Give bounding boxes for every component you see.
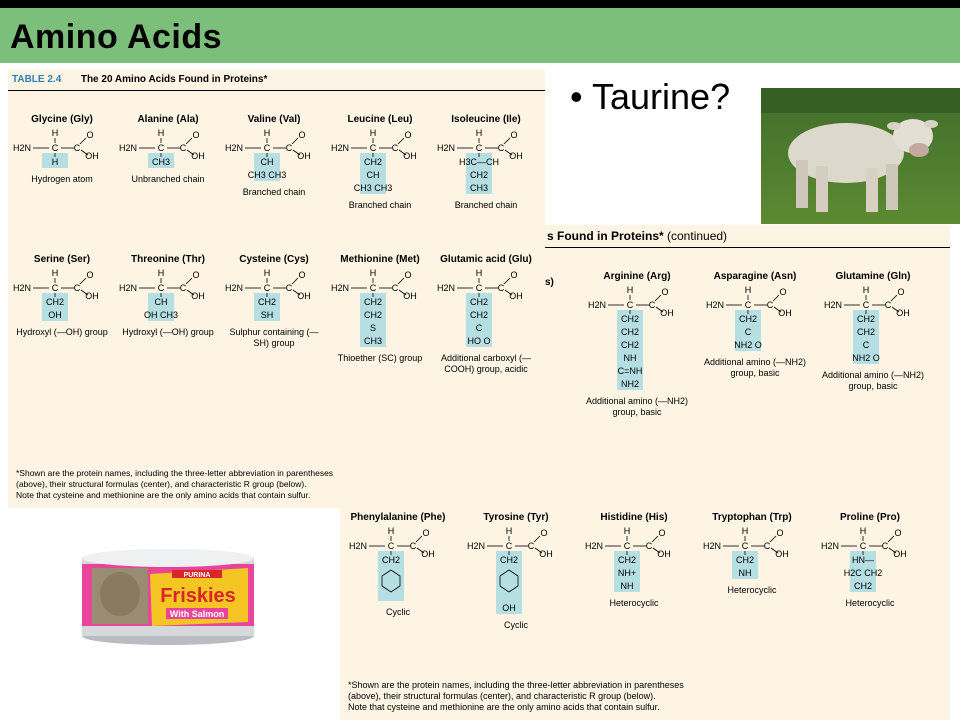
formula-text: CH2: [363, 297, 383, 307]
formula-text: H2N: [702, 541, 722, 551]
formula-text: NH: [738, 568, 752, 578]
formula-text: CH2: [853, 581, 873, 591]
formula-text: O: [897, 287, 905, 297]
formula-text: O: [779, 287, 787, 297]
amino-acid-name: Tyrosine (Tyr): [483, 512, 549, 523]
formula-text: H: [51, 157, 59, 167]
formula-text: CH2: [45, 297, 65, 307]
formula-text: O: [540, 528, 548, 538]
formula-text: C: [645, 541, 653, 551]
formula-text: H: [475, 128, 483, 138]
formula-text: H2N: [348, 541, 368, 551]
r-group-description: Heterocyclic: [845, 598, 895, 608]
amino-acid-entry: [818, 512, 922, 609]
formula-text: OH: [660, 308, 674, 318]
bond-line: [80, 278, 86, 284]
amino-acid-entry: [116, 114, 220, 185]
amino-table-right: [545, 225, 950, 508]
formula-text: OH CH3: [143, 310, 179, 320]
formula-text: C: [179, 143, 187, 153]
formula-text: HO O: [467, 336, 491, 346]
formula-text: C: [391, 143, 399, 153]
formula-text: H2N: [118, 283, 138, 293]
amino-acid-name: Tryptophan (Trp): [712, 512, 792, 523]
structural-formula: [466, 525, 566, 620]
amino-acid-entry: [10, 254, 114, 338]
formula-text: C: [157, 283, 165, 293]
formula-text: C: [497, 143, 505, 153]
bond-line: [416, 536, 422, 542]
formula-text: OH: [403, 151, 417, 161]
formula-text: OH: [421, 549, 435, 559]
bond-line: [80, 138, 86, 144]
bond-line: [773, 295, 779, 301]
formula-text: OH: [775, 549, 789, 559]
formula-text: CH: [366, 170, 380, 180]
formula-text: O: [510, 270, 518, 280]
formula-text: C: [391, 283, 399, 293]
formula-text: H: [862, 285, 870, 295]
formula-text: CH2: [469, 297, 489, 307]
structural-formula: [823, 284, 923, 370]
formula-text: C: [766, 300, 774, 310]
amino-acid-name: Threonine (Thr): [131, 254, 205, 265]
slide-title: Amino Acids: [10, 18, 223, 56]
bond-line: [655, 295, 661, 301]
bond-line: [398, 278, 404, 284]
formula-text: OH: [85, 291, 99, 301]
formula-text: H2C CH2: [843, 568, 883, 578]
formula-text: H2N: [224, 143, 244, 153]
formula-text: H2N: [820, 541, 840, 551]
structural-formula: [348, 525, 448, 607]
bullet-point: [570, 76, 730, 118]
formula-text: C=NH: [617, 366, 643, 376]
r-group-description: Cyclic: [386, 607, 410, 617]
r-group-description: Branched chain: [242, 187, 306, 197]
footnote-line: *Shown are the protein names, including the three-letter abbreviation in parentheses: [348, 680, 684, 690]
structural-formula: [436, 127, 536, 200]
r-group-description: Additional amino (—NH2) group, basic: [703, 357, 807, 378]
formula-text: S: [369, 323, 377, 333]
amino-acid-name: Arginine (Arg): [603, 271, 671, 282]
cat-food-can: [80, 546, 256, 646]
formula-text: OH: [191, 291, 205, 301]
formula-text: CH2: [381, 555, 401, 565]
r-group-description: Cyclic: [504, 620, 528, 630]
formula-text: OH: [48, 310, 62, 320]
formula-text: OH: [778, 308, 792, 318]
bond-line: [398, 138, 404, 144]
amino-acid-entry: [582, 512, 686, 609]
formula-text: OH: [85, 151, 99, 161]
amino-acid-name: Asparagine (Asn): [713, 271, 797, 282]
r-group-description: Unbranched chain: [131, 174, 205, 184]
r-group-description: Hydroxyl (—OH) group: [122, 327, 214, 337]
formula-text: C: [409, 541, 417, 551]
formula-text: C: [527, 541, 535, 551]
formula-text: H2N: [705, 300, 725, 310]
formula-text: C: [744, 300, 752, 310]
r-group-description: Hydroxyl (—OH) group: [16, 327, 108, 337]
formula-text: CH2: [363, 157, 383, 167]
formula-text: O: [894, 528, 902, 538]
formula-text: NH2 O: [852, 353, 880, 363]
formula-text: O: [86, 270, 94, 280]
formula-text: C: [51, 143, 59, 153]
structural-formula: [118, 267, 218, 327]
structural-formula: [224, 267, 324, 327]
amino-acid-name: Leucine (Leu): [347, 114, 413, 125]
formula-text: H: [157, 128, 165, 138]
table-right-suffix: (continued): [667, 229, 728, 243]
can-product: Friskies: [160, 585, 236, 607]
formula-text: OH: [502, 603, 516, 613]
formula-text: O: [510, 130, 518, 140]
structural-formula: [436, 267, 536, 353]
bullet-icon: •: [570, 76, 583, 117]
bond-line: [292, 138, 298, 144]
formula-text: H: [626, 285, 634, 295]
structural-formula: [224, 127, 324, 187]
formula-text: CH: [260, 157, 274, 167]
formula-text: C: [648, 300, 656, 310]
formula-text: H2N: [436, 143, 456, 153]
formula-text: O: [661, 287, 669, 297]
amino-acid-entry: [328, 114, 432, 211]
formula-text: H2N: [466, 541, 486, 551]
formula-text: H: [623, 526, 631, 536]
formula-text: C: [369, 143, 377, 153]
formula-text: CH2: [617, 555, 637, 565]
formula-text: H: [741, 526, 749, 536]
formula-text: OH: [403, 291, 417, 301]
formula-text: CH2: [738, 314, 758, 324]
formula-text: CH: [154, 297, 168, 307]
formula-text: C: [157, 143, 165, 153]
formula-text: C: [862, 340, 870, 350]
bond-line: [534, 536, 540, 542]
formula-text: NH2: [620, 379, 640, 389]
formula-text: C: [73, 283, 81, 293]
formula-text: C: [51, 283, 59, 293]
formula-text: C: [862, 300, 870, 310]
formula-text: CH2: [620, 340, 640, 350]
formula-text: OH: [539, 549, 553, 559]
table-right-header: [547, 229, 727, 243]
formula-text: CH3 CH3: [247, 170, 287, 180]
formula-text: O: [658, 528, 666, 538]
formula-text: H2N: [118, 143, 138, 153]
formula-text: C: [884, 300, 892, 310]
formula-text: H: [369, 128, 377, 138]
formula-text: H2N: [330, 283, 350, 293]
formula-text: CH3: [363, 336, 383, 346]
can-brand: PURINA: [183, 572, 211, 579]
formula-text: O: [192, 270, 200, 280]
amino-acid-entry: [464, 512, 568, 631]
formula-text: C: [263, 143, 271, 153]
r-group-description: Thioether (SC) group: [337, 353, 423, 363]
formula-text: C: [744, 327, 752, 337]
formula-text: C: [285, 143, 293, 153]
amino-table-bottom: [340, 508, 950, 720]
formula-text: C: [497, 283, 505, 293]
formula-text: H: [51, 128, 59, 138]
formula-text: OH: [896, 308, 910, 318]
formula-text: H: [505, 526, 513, 536]
formula-text: C: [623, 541, 631, 551]
amino-acid-entry: [346, 512, 450, 618]
structural-formula: [820, 525, 920, 598]
formula-text: H: [263, 268, 271, 278]
structural-formula: [330, 127, 430, 200]
formula-text: CH2: [856, 327, 876, 337]
formula-text: CH2: [620, 314, 640, 324]
amino-acid-entry: [434, 114, 538, 211]
structural-formula: [12, 127, 112, 174]
formula-text: CH2: [469, 310, 489, 320]
formula-text: C: [73, 143, 81, 153]
formula-text: H: [51, 268, 59, 278]
formula-text: O: [192, 130, 200, 140]
table-rule: [8, 90, 545, 91]
can-flavor: With Salmon: [169, 609, 225, 619]
structural-formula: [330, 267, 430, 353]
formula-text: SH: [260, 310, 274, 320]
amino-acid-name: Phenylalanine (Phe): [350, 512, 446, 523]
amino-acid-name: Isoleucine (Ile): [451, 114, 521, 125]
amino-acid-entry: [116, 254, 220, 338]
formula-text: H: [859, 526, 867, 536]
r-group-description: Hydrogen atom: [31, 174, 93, 184]
top-border: [0, 0, 960, 8]
formula-text: H2N: [436, 283, 456, 293]
formula-text: H2N: [584, 541, 604, 551]
bond-line: [186, 138, 192, 144]
amino-acid-entry: [222, 254, 326, 349]
formula-text: C: [263, 283, 271, 293]
structural-formula: [587, 284, 687, 396]
formula-text: OH: [509, 151, 523, 161]
formula-text: C: [626, 300, 634, 310]
formula-text: C: [859, 541, 867, 551]
bond-line: [891, 295, 897, 301]
amino-acid-entry: [821, 271, 925, 392]
formula-text: OH: [297, 291, 311, 301]
amino-acid-name: Glutamine (Gln): [835, 271, 911, 282]
r-group-description: Additional amino (—NH2) group, basic: [585, 396, 689, 417]
formula-text: C: [369, 283, 377, 293]
amino-acid-entry: [700, 512, 804, 596]
footnote-line: Note that cysteine and methionine are the only amino acids that contain sulfur.: [16, 490, 311, 500]
amino-acid-entry: [328, 254, 432, 364]
formula-text: O: [776, 528, 784, 538]
footnote-line: (above), their structural formulas (center), and characteristic R group (below).: [348, 691, 656, 701]
table-left-header: [12, 74, 267, 85]
footnote-line: (above), their structural formulas (center), and characteristic R group (below).: [16, 479, 307, 489]
formula-text: OH: [191, 151, 205, 161]
formula-text: H: [744, 285, 752, 295]
formula-text: H2N: [330, 143, 350, 153]
amino-acid-entry: [10, 114, 114, 185]
r-group-description: Additional carboxyl (—COOH) group, acidic: [440, 353, 532, 374]
formula-text: H2N: [587, 300, 607, 310]
table-bottom-footnote: [348, 680, 684, 713]
bullet-text: Taurine?: [592, 76, 731, 117]
formula-text: O: [298, 270, 306, 280]
formula-text: NH: [623, 353, 637, 363]
formula-text: H: [263, 128, 271, 138]
r-group-description: Branched chain: [454, 200, 518, 210]
formula-text: H2N: [12, 283, 32, 293]
formula-text: CH2: [469, 170, 489, 180]
table-right-title: s Found in Proteins*: [547, 229, 664, 243]
formula-text: CH3 CH3: [353, 183, 393, 193]
bond-line: [652, 536, 658, 542]
formula-text: C: [387, 541, 395, 551]
formula-text: C: [475, 283, 483, 293]
formula-text: NH+: [617, 568, 637, 578]
formula-text: C: [505, 541, 513, 551]
formula-text: NH: [620, 581, 634, 591]
formula-text: OH: [297, 151, 311, 161]
formula-text: O: [86, 130, 94, 140]
cow-photo: [761, 88, 960, 224]
formula-text: H2N: [224, 283, 244, 293]
title-bar: [0, 8, 960, 63]
bond-line: [888, 536, 894, 542]
table-left-footnote: [16, 468, 333, 501]
amino-acid-entry: [222, 114, 326, 198]
formula-text: HN—: [852, 555, 874, 565]
structural-formula: [702, 525, 802, 585]
formula-text: C: [741, 541, 749, 551]
amino-acid-name: Histidine (His): [600, 512, 668, 523]
amino-acid-name: Methionine (Met): [340, 254, 420, 265]
structural-formula: [584, 525, 684, 598]
formula-text: C: [881, 541, 889, 551]
formula-text: CH2: [257, 297, 277, 307]
r-group-description: Additional amino (—NH2) group, basic: [821, 370, 925, 391]
formula-text: C: [475, 143, 483, 153]
amino-acid-name: Glycine (Gly): [31, 114, 93, 125]
formula-text: H: [387, 526, 395, 536]
amino-acid-entry: [703, 271, 807, 379]
amino-acid-name: Glutamic acid (Glu): [440, 254, 532, 265]
formula-text: H2N: [12, 143, 32, 153]
amino-acid-name: Serine (Ser): [33, 254, 91, 265]
bond-line: [504, 138, 510, 144]
formula-text: O: [404, 270, 412, 280]
formula-text: C: [285, 283, 293, 293]
formula-text: CH3: [151, 157, 171, 167]
formula-text: H: [475, 268, 483, 278]
bond-line: [770, 536, 776, 542]
amino-acid-entry: [434, 254, 538, 375]
formula-text: O: [422, 528, 430, 538]
amino-acid-name: Proline (Pro): [839, 512, 900, 523]
footnote-line: *Shown are the protein names, including the three-letter abbreviation in parentheses: [16, 468, 334, 478]
table-rule: [545, 247, 950, 248]
formula-text: CH2: [620, 327, 640, 337]
formula-text: OH: [657, 549, 671, 559]
formula-text: OH: [893, 549, 907, 559]
formula-text: O: [404, 130, 412, 140]
table-title: The 20 Amino Acids Found in Proteins*: [80, 74, 268, 85]
formula-text: C: [763, 541, 771, 551]
formula-text: H: [369, 268, 377, 278]
formula-text: CH2: [499, 555, 519, 565]
r-group-description: Branched chain: [348, 200, 412, 210]
formula-text: OH: [509, 291, 523, 301]
formula-text: H3C—CH: [458, 157, 500, 167]
amino-table-left: [8, 70, 545, 508]
amino-acid-entry: [585, 271, 689, 418]
amino-acid-name: Cysteine (Cys): [239, 254, 309, 265]
bond-line: [292, 278, 298, 284]
formula-text: CH2: [735, 555, 755, 565]
structural-formula: [705, 284, 805, 357]
partial-name: s): [545, 277, 554, 288]
amino-acid-name: Alanine (Ala): [137, 114, 199, 125]
bond-line: [186, 278, 192, 284]
r-group-description: Heterocyclic: [609, 598, 659, 608]
r-group-description: Sulphur containing (—SH) group: [229, 327, 319, 348]
formula-text: H: [157, 268, 165, 278]
formula-text: CH3: [469, 183, 489, 193]
structural-formula: [12, 267, 112, 327]
r-group-description: Heterocyclic: [727, 585, 777, 595]
amino-acid-name: Valine (Val): [247, 114, 301, 125]
formula-text: NH2 O: [734, 340, 762, 350]
bond-line: [504, 278, 510, 284]
formula-text: O: [298, 130, 306, 140]
formula-text: CH2: [363, 310, 383, 320]
formula-text: C: [475, 323, 483, 333]
table-number: TABLE 2.4: [12, 74, 62, 85]
formula-text: CH2: [856, 314, 876, 324]
formula-text: C: [179, 283, 187, 293]
footnote-line: Note that cysteine and methionine are the only amino acids that contain sulfur.: [348, 702, 660, 712]
structural-formula: [118, 127, 218, 174]
formula-text: H2N: [823, 300, 843, 310]
